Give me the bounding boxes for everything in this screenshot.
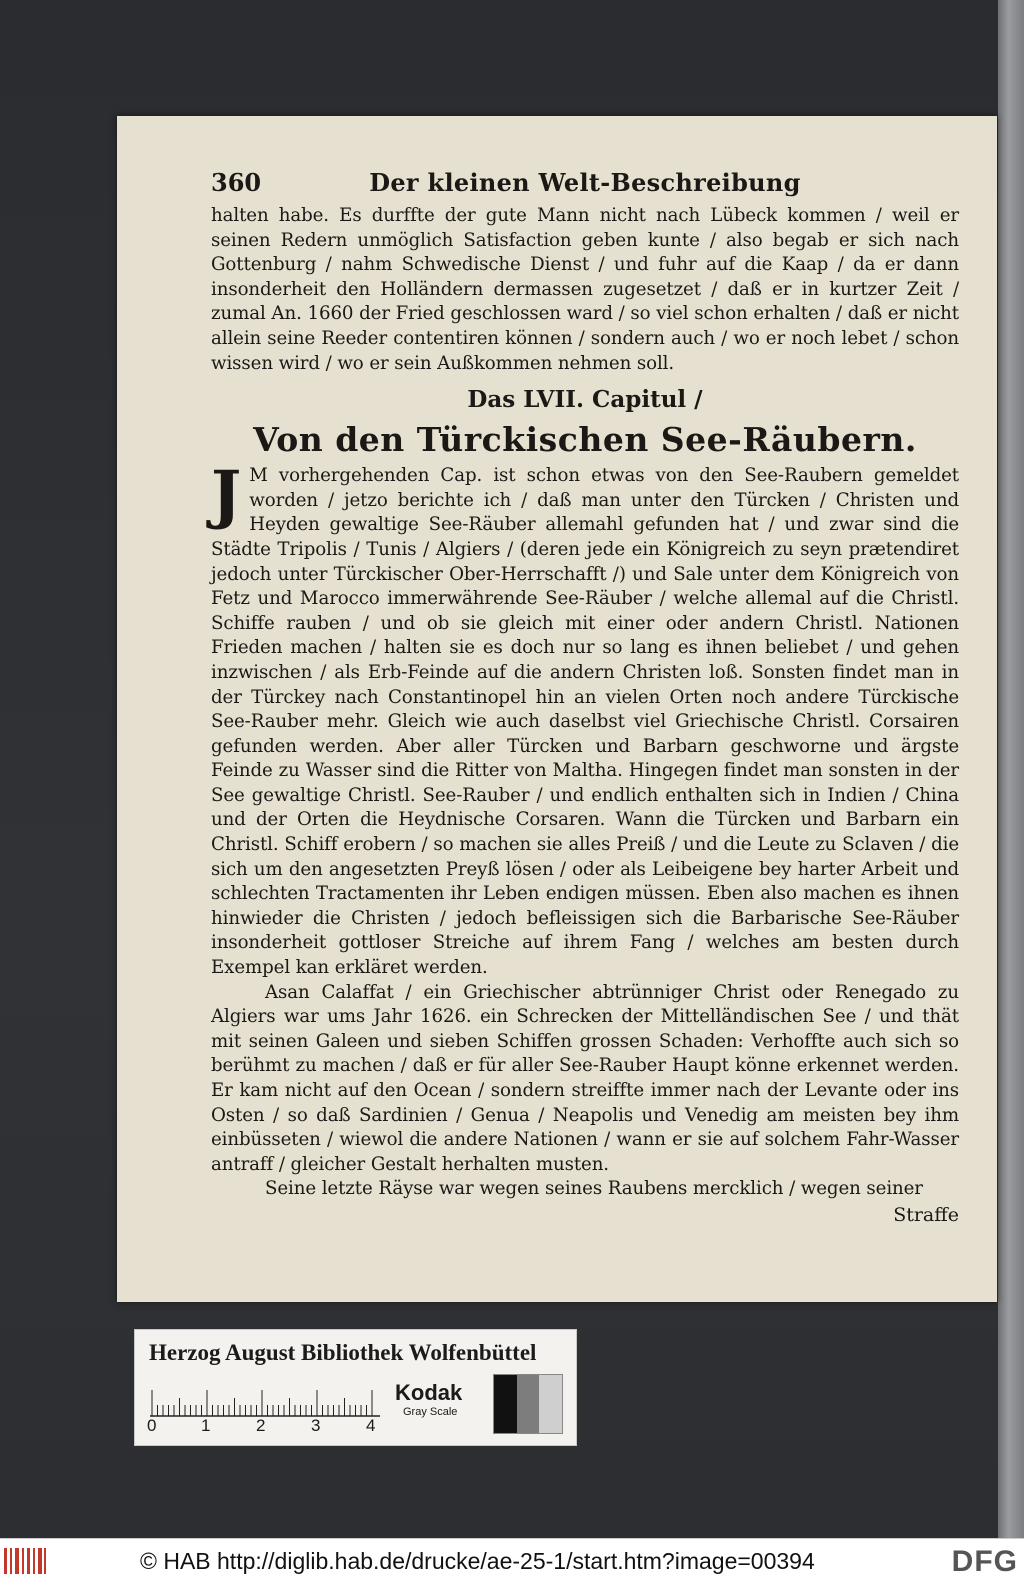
chapter-number: Das LVII. Capitul / <box>467 386 703 414</box>
ruler-scale-icon <box>150 1378 380 1418</box>
paragraph-3: Seine letzte Räyse war wegen seines Raubens mercklich / wegen seiner <box>265 1178 923 1200</box>
kodak-brand: Kodak <box>395 1380 463 1405</box>
gray-swatch <box>494 1375 517 1433</box>
intro-paragraph: halten habe. Es durffte der gute Mann nicht nach Lübeck kommen / weil er seinen Redern unmöglich Satisfaction geben kunte / also begab er sich nach Gottenburg / nahm Schwedische Dienst / und fuhr auf die Kaap / da er dann insonderheit den Holländern dermassen zugesetzet / daß er in kurtzer Zeit / zumal An. 1660 der Fried geschlossen ward / so viel schon erhalten / daß er nicht allein seine Reeder contentiren können / sondern auch / wo er noch lebet / schon wissen wird / wo er sein Außkommen nehmen soll. <box>211 205 959 374</box>
library-name: Herzog August Bibliothek Wolfenbüttel <box>149 1340 537 1365</box>
footer-bar <box>0 1538 1024 1583</box>
calibration-card <box>134 1329 577 1446</box>
barcode-icon <box>2 1546 48 1576</box>
page-header <box>211 168 959 204</box>
ruler-number: 4 <box>366 1416 376 1435</box>
paragraph-1-text: M vorhergehenden Cap. ist schon etwas von den See-Raubern gemeldet worden / jetzo berichte ich / daß man unter den Türcken / Christen und Heyden gewaltige See-Räuber allemahl gefunden hat / und zwar sind die Städte Tripolis / Tunis / Algiers / (deren jede ein Königreich zu seyn prætendiret jedoch unter Türckischer Ober-Herrschafft /) und Sale unter dem Königreich von Fetz und Marocco immerwährende See-Räuber / welche allemal auf die Christl. Schiffe rauben / und ob sie gleich mit einer oder andern Christl. Nationen Frieden machen / halten sie es doch nur so lang es ihnen beliebet / und gehen inzwischen / als Erb-Feinde auf die andern Christen loß. Sonsten findet man in der Türckey nach Constantinopel hin an vielen Orten noch andere Türckische See-Rauber mehr. Gleich wie auch daselbst viel Griechische Christl. Corsairen gefunden werden. Aber aller Türcken und Barbarn geschworne und ärgste Feinde zu Wasser sind die Ritter von Maltha. Hingegen findet man sonsten in der See gewaltige Christl. See-Rauber / und endlich enthalten sich in Indien / China und der Orten die Heydnische Corsaren. Wann die Türcken und Barbarn ein Christl. Schiff erobern / so machen sie alles Preiß / und die Leute zu Sclaven / die sich um den angesetzten Preyß lösen / oder als Leibeigene bey harter Arbeit und schlechten Tractamenten ihr Leben endigen müssen. Eben also machen es ihnen hinwieder die Christen / jedoch befleissigen sich die Barbarische See-Räuber insonderheit gottloser Streiche auf ihrem Fang / welches am besten durch Exempel kan erkläret werden. <box>211 465 959 979</box>
page-number: 360 <box>211 168 262 197</box>
adjacent-page-edge <box>998 0 1024 1538</box>
catchword: Straffe <box>893 1203 959 1226</box>
page-text-block <box>211 168 959 1228</box>
running-title: Der kleinen Welt-Beschreibung <box>369 168 801 197</box>
gray-swatch <box>539 1375 562 1433</box>
ruler-number: 2 <box>256 1416 266 1435</box>
gray-scale-label: Gray Scale <box>403 1406 458 1418</box>
book-page <box>117 116 997 1302</box>
chapter-paragraph-1 <box>211 457 959 980</box>
gray-scale-swatches <box>493 1374 563 1434</box>
paragraph-2: Asan Calaffat / ein Griechischer abtrünniger Christ oder Renegado zu Algiers war ums Jahr 1626. ein Schrecken der Mittelländischen See / und thät mit seinen Galeen und sieben Schiffen grossen Schaden: Verhoffte auch sich so berühmt zu machen / daß er für aller See-Rauber Haupt könne erkennet werden. Er kam nicht auf den Ocean / sondern streiffte immer nach der Levante oder ins Osten / so daß Sardinien / Genua / Neapolis und Venedig am meisten bey ihm einbüsseten / wiewol die andere Nationen / wann er sie auf solchem Fahr-Wasser antraff / gleicher Gestalt herhalten musten. <box>211 981 959 1175</box>
copyright-url[interactable]: © HAB http://diglib.hab.de/drucke/ae-25-1/start.htm?image=00394 <box>140 1547 815 1574</box>
dfg-logo: DFG <box>951 1545 1018 1578</box>
ruler-number: 0 <box>147 1416 157 1435</box>
chapter-title: Von den Türckischen See-Räubern. <box>253 420 917 460</box>
ruler-number: 1 <box>201 1416 211 1435</box>
ruler-number: 3 <box>311 1416 321 1435</box>
drop-cap: J <box>211 457 242 533</box>
gray-swatch <box>517 1375 540 1433</box>
